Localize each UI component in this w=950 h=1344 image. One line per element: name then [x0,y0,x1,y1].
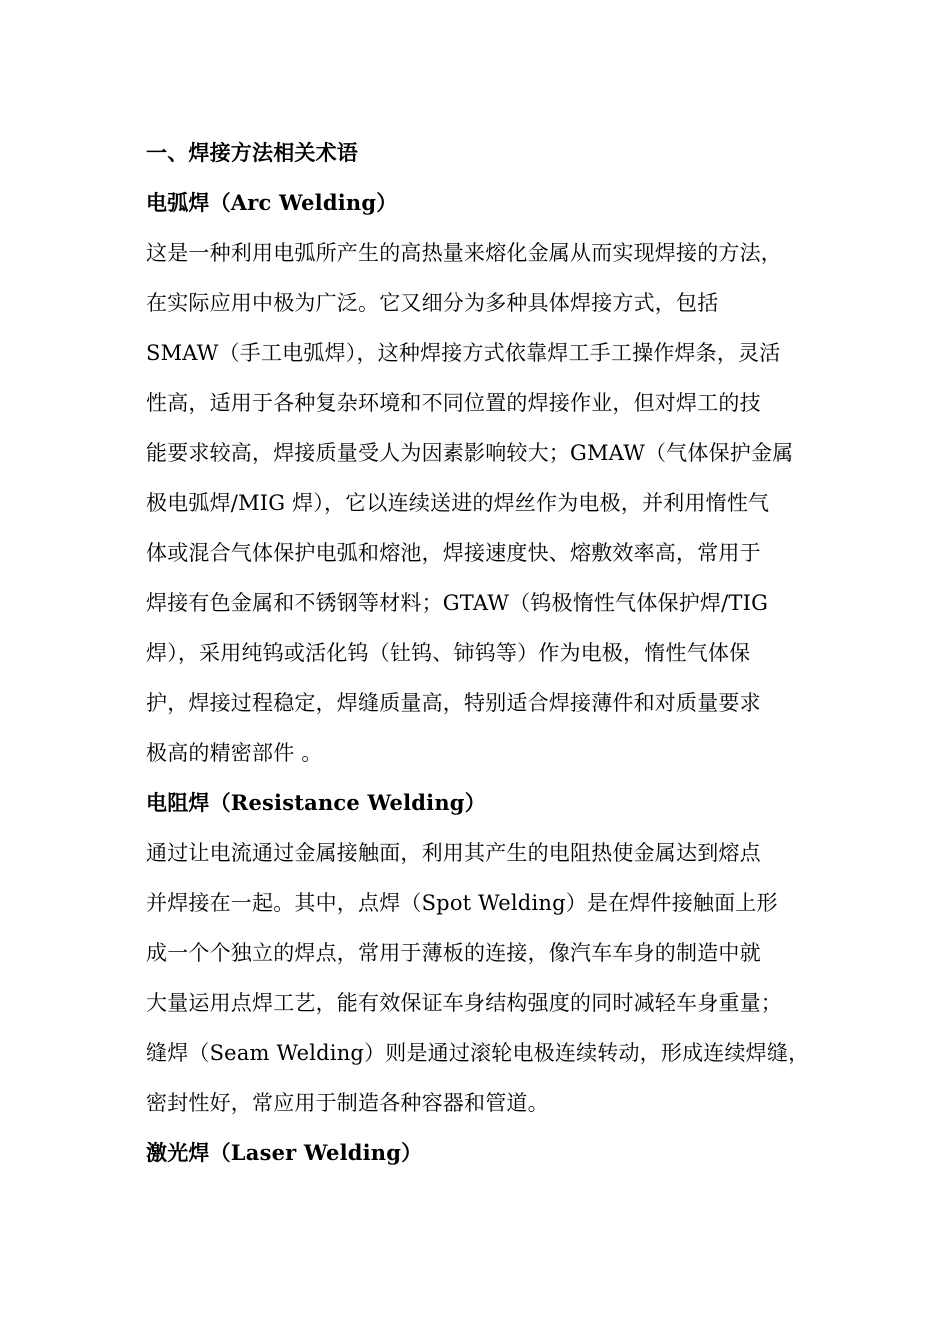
resistance-welding-paragraph-line: 缝焊（Seam Welding）则是通过滚轮电极连续转动，形成连续焊缝， [146,1041,810,1065]
arc-welding-paragraph-line: 能要求较高，焊接质量受人为因素影响较大；GMAW（气体保护金属 [146,441,794,465]
arc-welding-paragraph-line: 焊），采用纯钨或活化钨（钍钨、铈钨等）作为电极，惰性气体保 [146,641,751,665]
arc-welding-paragraph-line: 这是一种利用电弧所产生的高热量来熔化金属从而实现焊接的方法， [146,241,782,265]
resistance-welding-heading: 电阻焊（Resistance Welding） [146,790,486,815]
resistance-welding-paragraph-line: 通过让电流通过金属接触面，利用其产生的电阻热使金属达到熔点 [146,841,761,865]
document-content [146,128,814,1178]
resistance-welding-paragraph-line: 密封性好，常应用于制造各种容器和管道。 [146,1091,549,1115]
arc-welding-paragraph-line: SMAW（手工电弧焊），这种焊接方式依靠焊工手工操作焊条，灵活 [146,341,781,365]
arc-welding-heading: 电弧焊（Arc Welding） [146,190,398,215]
arc-welding-paragraph-line: 焊接有色金属和不锈钢等材料；GTAW（钨极惰性气体保护焊/TIG [146,591,769,615]
arc-welding-paragraph-line: 极电弧焊/MIG 焊），它以连续送进的焊丝作为电极，并利用惰性气 [146,491,770,515]
arc-welding-paragraph-line: 体或混合气体保护电弧和熔池，焊接速度快、熔敷效率高，常用于 [146,541,761,565]
arc-welding-paragraph-line: 性高，适用于各种复杂环境和不同位置的焊接作业，但对焊工的技 [146,391,761,415]
arc-welding-paragraph-line: 极高的精密部件 。 [146,741,323,765]
arc-welding-paragraph-line: 在实际应用中极为广泛。它又细分为多种具体焊接方式，包括 [146,291,719,315]
resistance-welding-paragraph-line: 大量运用点焊工艺，能有效保证车身结构强度的同时减轻车身重量； [146,991,782,1015]
resistance-welding-paragraph-line: 成一个个独立的焊点，常用于薄板的连接，像汽车车身的制造中就 [146,941,761,965]
arc-welding-paragraph-line: 护，焊接过程稳定，焊缝质量高，特别适合焊接薄件和对质量要求 [146,691,761,715]
resistance-welding-paragraph-line: 并焊接在一起。其中，点焊（Spot Welding）是在焊件接触面上形 [146,891,778,915]
section-title: 一、焊接方法相关术语 [146,140,358,165]
laser-welding-heading: 激光焊（Laser Welding） [146,1140,423,1165]
